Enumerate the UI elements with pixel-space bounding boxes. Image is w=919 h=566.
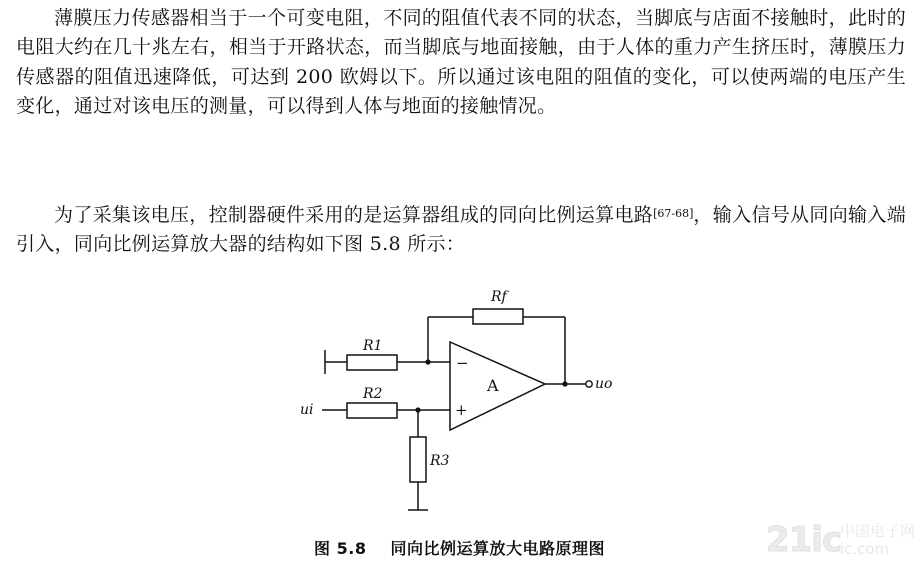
resistor-r1 (347, 355, 397, 370)
watermark-line1: 中国电子网 (840, 522, 916, 540)
junction-node (562, 381, 567, 386)
caption-number: 图 5.8 (314, 539, 367, 558)
output-terminal (586, 381, 592, 387)
watermark (766, 520, 916, 562)
label-rf: Rf (491, 289, 507, 305)
paragraph-1: 薄膜压力传感器相当于一个可变电阻，不同的阻值代表不同的状态，当脚底与店面不接触时，此时的电阻大约在几十兆左右，相当于开路状态，而当脚底与地面接触，由于人体的重力产生挤压时，薄膜压力传感器的阻值迅速降低，可达到 200 欧姆以下。所以通过该电阻的阻值的变化，可以使两端的电压产生变化，通过对该电压的测量，可以得到人体与地面的接触情况。 (16, 7, 906, 117)
label-minus: − (456, 354, 469, 372)
circuit-diagram (290, 282, 620, 517)
label-amp: A (487, 376, 499, 395)
watermark-line2: ic.com (840, 540, 890, 558)
resistor-r2 (347, 403, 397, 418)
junction-node (425, 359, 430, 364)
label-plus: + (455, 401, 468, 419)
paragraph-2 (16, 201, 906, 260)
label-ui: ui (300, 402, 314, 418)
junction-node (415, 407, 420, 412)
resistor-r3 (410, 437, 426, 482)
citation-ref[interactable]: [67-68] (653, 207, 694, 220)
watermark-subtitle (840, 522, 915, 558)
label-r1: R1 (363, 338, 383, 354)
paragraph-2-text-a: 为了采集该电压，控制器硬件采用的是运算器组成的同向比例运算电路 (54, 204, 654, 226)
label-r2: R2 (363, 386, 383, 402)
label-r3: R3 (430, 453, 450, 469)
watermark-brand: 21ic (766, 520, 842, 560)
paragraph-2-text-b: ，输入信号从同向输入端引入，同向比例运算放大器的结构如下图 5.8 所示： (16, 204, 906, 256)
label-uo: uo (595, 376, 613, 392)
resistor-rf (473, 309, 523, 324)
caption-text: 同向比例运算放大电路原理图 (390, 539, 605, 558)
